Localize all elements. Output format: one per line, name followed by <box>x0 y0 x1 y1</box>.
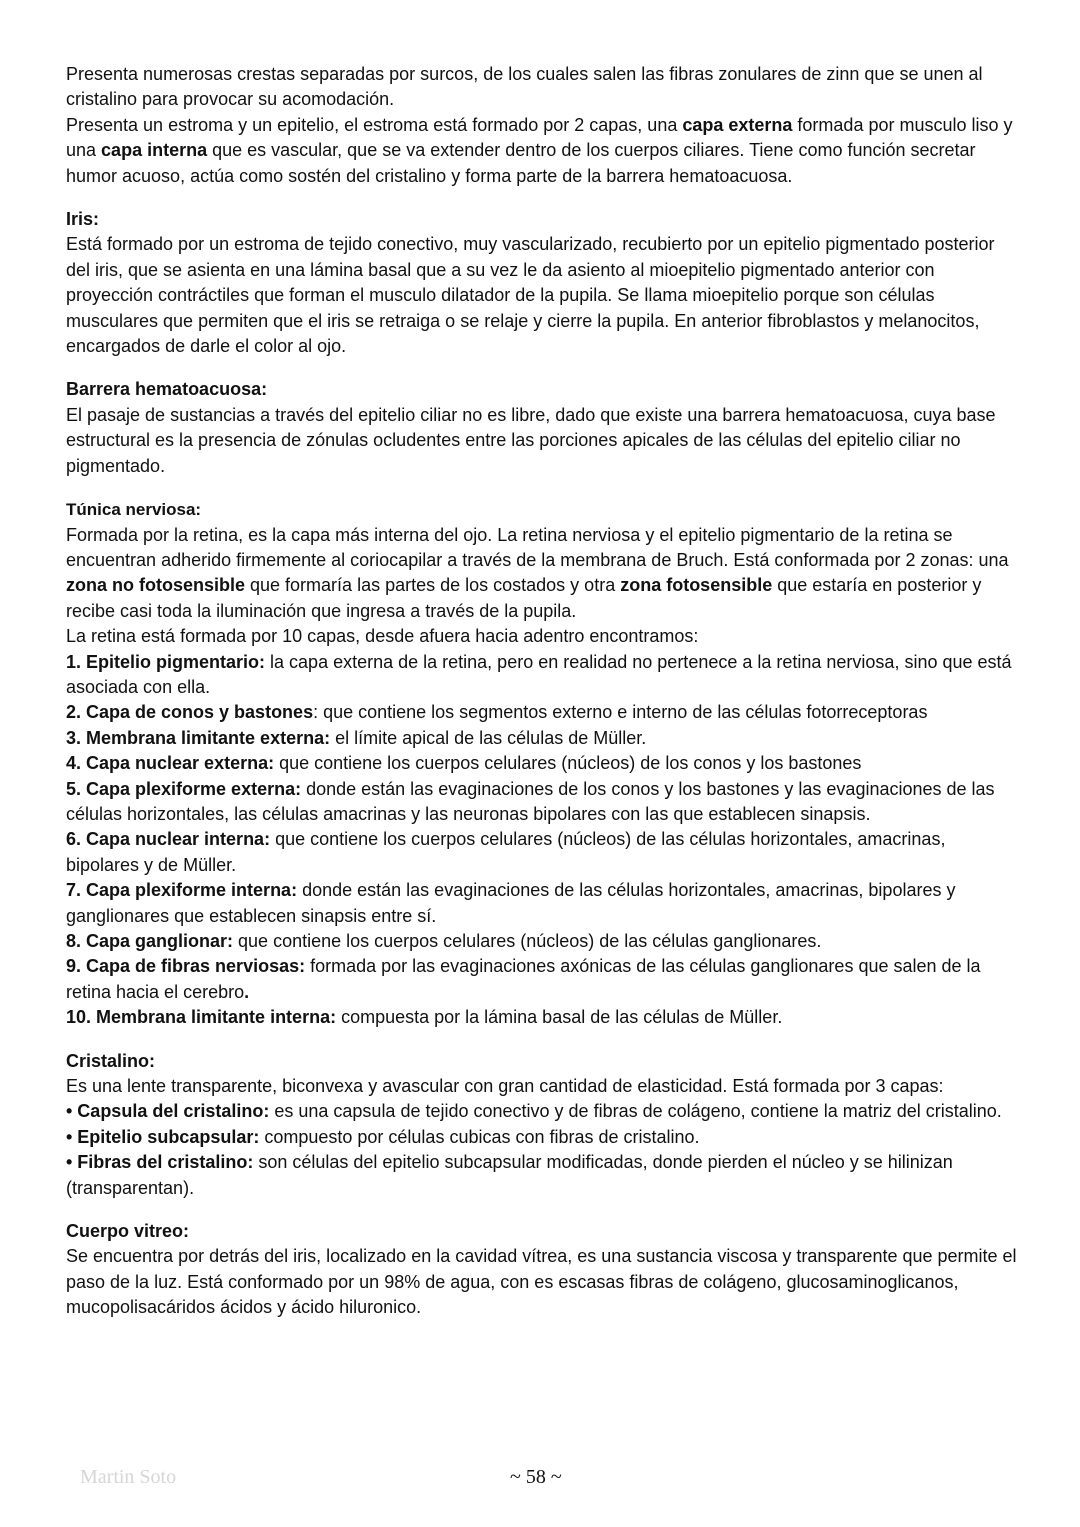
bold-text: 5. Capa plexiforme externa: <box>66 778 302 799</box>
text-run: es una capsula de tejido conectivo y de fibras de colágeno, contiene la matriz del cristalino. <box>269 1101 1002 1122</box>
text-run: formada por las evaginaciones axónicas de las células ganglionares que salen de la retina hacia el cerebro <box>66 956 981 1002</box>
bold-text: 4. Capa nuclear externa: <box>66 753 275 774</box>
paragraph <box>66 650 1021 701</box>
section <box>66 1219 1021 1321</box>
paragraph <box>66 954 1021 1005</box>
paragraph <box>66 726 1021 751</box>
bold-text: 6. Capa nuclear interna: <box>66 829 271 850</box>
text-run: donde están las evaginaciones de las células horizontales, amacrinas, bipolares y ganglionares que establecen sinapsis entre sí. <box>66 880 956 926</box>
text-run: La retina está formada por 10 capas, desde afuera hacia adentro encontramos: <box>66 626 699 647</box>
paragraph <box>66 403 1021 479</box>
text-run: que contiene los cuerpos celulares (núcleos) de las células horizontales, amacrinas, bipolares y de Müller. <box>66 829 946 875</box>
paragraph <box>66 62 1021 113</box>
paragraph <box>66 777 1021 828</box>
footer-author: Martin Soto <box>80 1466 177 1488</box>
paragraph <box>66 1099 1021 1124</box>
page-number: ~ 58 ~ <box>510 1466 562 1488</box>
text-run: que es vascular, que se va extender dentro de los cuerpos ciliares. Tiene como función secretar humor acuoso, actúa como sostén del cristalino y forma parte de la barrera hematoacuosa. <box>66 140 976 186</box>
paragraph <box>66 1074 1021 1099</box>
text-run: Es una lente transparente, biconvexa y avascular con gran cantidad de elasticidad. Está formada por 3 capas: <box>66 1076 944 1097</box>
bold-text: zona fotosensible <box>620 575 773 596</box>
text-run: formada por musculo liso y una <box>66 114 1013 161</box>
paragraph <box>66 1244 1021 1320</box>
bold-text: 7. Capa plexiforme interna: <box>66 880 298 901</box>
text-run: El pasaje de sustancias a través del epitelio ciliar no es libre, dado que existe una barrera hematoacuosa, cuya base estructural es la presencia de zónulas ocludentes entre las porciones apicales de las células del epitelio ciliar no pigmentado. <box>66 404 996 476</box>
paragraph <box>66 624 1021 649</box>
paragraph <box>66 1005 1021 1030</box>
document-body <box>66 62 1021 1339</box>
bold-text: zona no fotosensible <box>66 575 246 596</box>
text-run: son células del epitelio subcapsular modificadas, donde pierden el núcleo y se hilinizan (transparentan). <box>66 1152 953 1198</box>
paragraph <box>66 878 1021 929</box>
text-run: Se encuentra por detrás del iris, localizado en la cavidad vítrea, es una sustancia viscosa y transparente que permite el paso de la luz. Está conformado por un 98% de agua, con es escasas fibras de colágeno, glucosaminoglicanos, mucopolisacáridos ácidos y ácido hiluronico. <box>66 1246 1017 1318</box>
text-run: Formada por la retina, es la capa más interna del ojo. La retina nerviosa y el epitelio pigmentario de la retina se encuentran adherido firmemente al coriocapilar a través de la membrana de Bruch. Está conformada por 2 zonas: una <box>66 524 1009 570</box>
section <box>66 62 1021 189</box>
text-run: Presenta un estroma y un epitelio, el estroma está formado por 2 capas, una <box>66 114 683 135</box>
section <box>66 497 1021 1031</box>
section-heading: Barrera hematoacuosa: <box>66 379 268 400</box>
paragraph <box>66 751 1021 776</box>
bold-text: 1. Epitelio pigmentario: <box>66 651 266 672</box>
text-run: donde están las evaginaciones de los conos y los bastones y las evaginaciones de las células horizontales, las células amacrinas y las neuronas bipolares con las que establecen sinapsis. <box>66 778 995 824</box>
text-run: que contiene los cuerpos celulares (núcleos) de los conos y los bastones <box>274 753 862 774</box>
bold-text: 8. Capa ganglionar: <box>66 931 234 951</box>
bold-text: 9. Capa de fibras nerviosas: <box>66 956 306 977</box>
bold-text: capa interna <box>101 140 208 161</box>
text-run: el límite apical de las células de Müller. <box>330 727 647 748</box>
bold-text: 2. Capa de conos y bastones <box>66 702 314 723</box>
bold-text: 3. Membrana limitante externa: <box>66 727 331 748</box>
bold-text: • Fibras del cristalino: <box>66 1152 254 1173</box>
text-run: que estaría en posterior y recibe casi toda la iluminación que ingresa a través de la pupila. <box>66 575 982 621</box>
paragraph <box>66 929 1021 954</box>
section-heading: Iris: <box>66 209 100 230</box>
bold-text: . <box>244 981 250 1002</box>
paragraph <box>66 1150 1021 1201</box>
paragraph <box>66 232 1021 359</box>
bold-text: • Epitelio subcapsular: <box>66 1126 260 1147</box>
section-heading: Túnica nerviosa: <box>66 500 202 520</box>
paragraph <box>66 523 1021 625</box>
text-run: la capa externa de la retina, pero en realidad no pertenece a la retina nerviosa, sino que está asociada con ella. <box>66 651 1012 697</box>
text-run: Está formado por un estroma de tejido conectivo, muy vascularizado, recubierto por un epitelio pigmentado posterior del iris, que se asienta en una lámina basal que a su vez le da asiento al mioepitelio pigmentado anterior con proyección contráctiles que forman el musculo dilatador de la pupila. Se llama mioepitelio porque son células musculares que permiten que el iris se retraiga o se relaje y cierre la pupila. En anterior fibroblastos y melanocitos, encargados de darle el color al ojo. <box>66 234 995 357</box>
text-run: que formaría las partes de los costados y otra <box>245 575 621 596</box>
section-heading: Cuerpo vitreo: <box>66 1221 190 1242</box>
paragraph <box>66 827 1021 878</box>
paragraph <box>66 700 1021 725</box>
text-run: Presenta numerosas crestas separadas por surcos, de los cuales salen las fibras zonulares de zinn que se unen al cristalino para provocar su acomodación. <box>66 64 983 110</box>
text-run: : que contiene los segmentos externo e interno de las células fotorreceptoras <box>313 702 928 723</box>
bold-text: capa externa <box>682 114 793 135</box>
text-run: compuesta por la lámina basal de las células de Müller. <box>336 1007 783 1028</box>
section <box>66 207 1021 359</box>
section-heading: Cristalino: <box>66 1050 156 1071</box>
section <box>66 1049 1021 1201</box>
bold-text: 10. Membrana limitante interna: <box>66 1007 337 1028</box>
text-run: compuesto por células cubicas con fibras de cristalino. <box>259 1126 700 1147</box>
section <box>66 377 1021 479</box>
text-run: que contiene los cuerpos celulares (núcleos) de las células ganglionares. <box>233 931 822 951</box>
bold-text: • Capsula del cristalino: <box>66 1101 270 1122</box>
paragraph <box>66 113 1021 189</box>
paragraph <box>66 1125 1021 1150</box>
